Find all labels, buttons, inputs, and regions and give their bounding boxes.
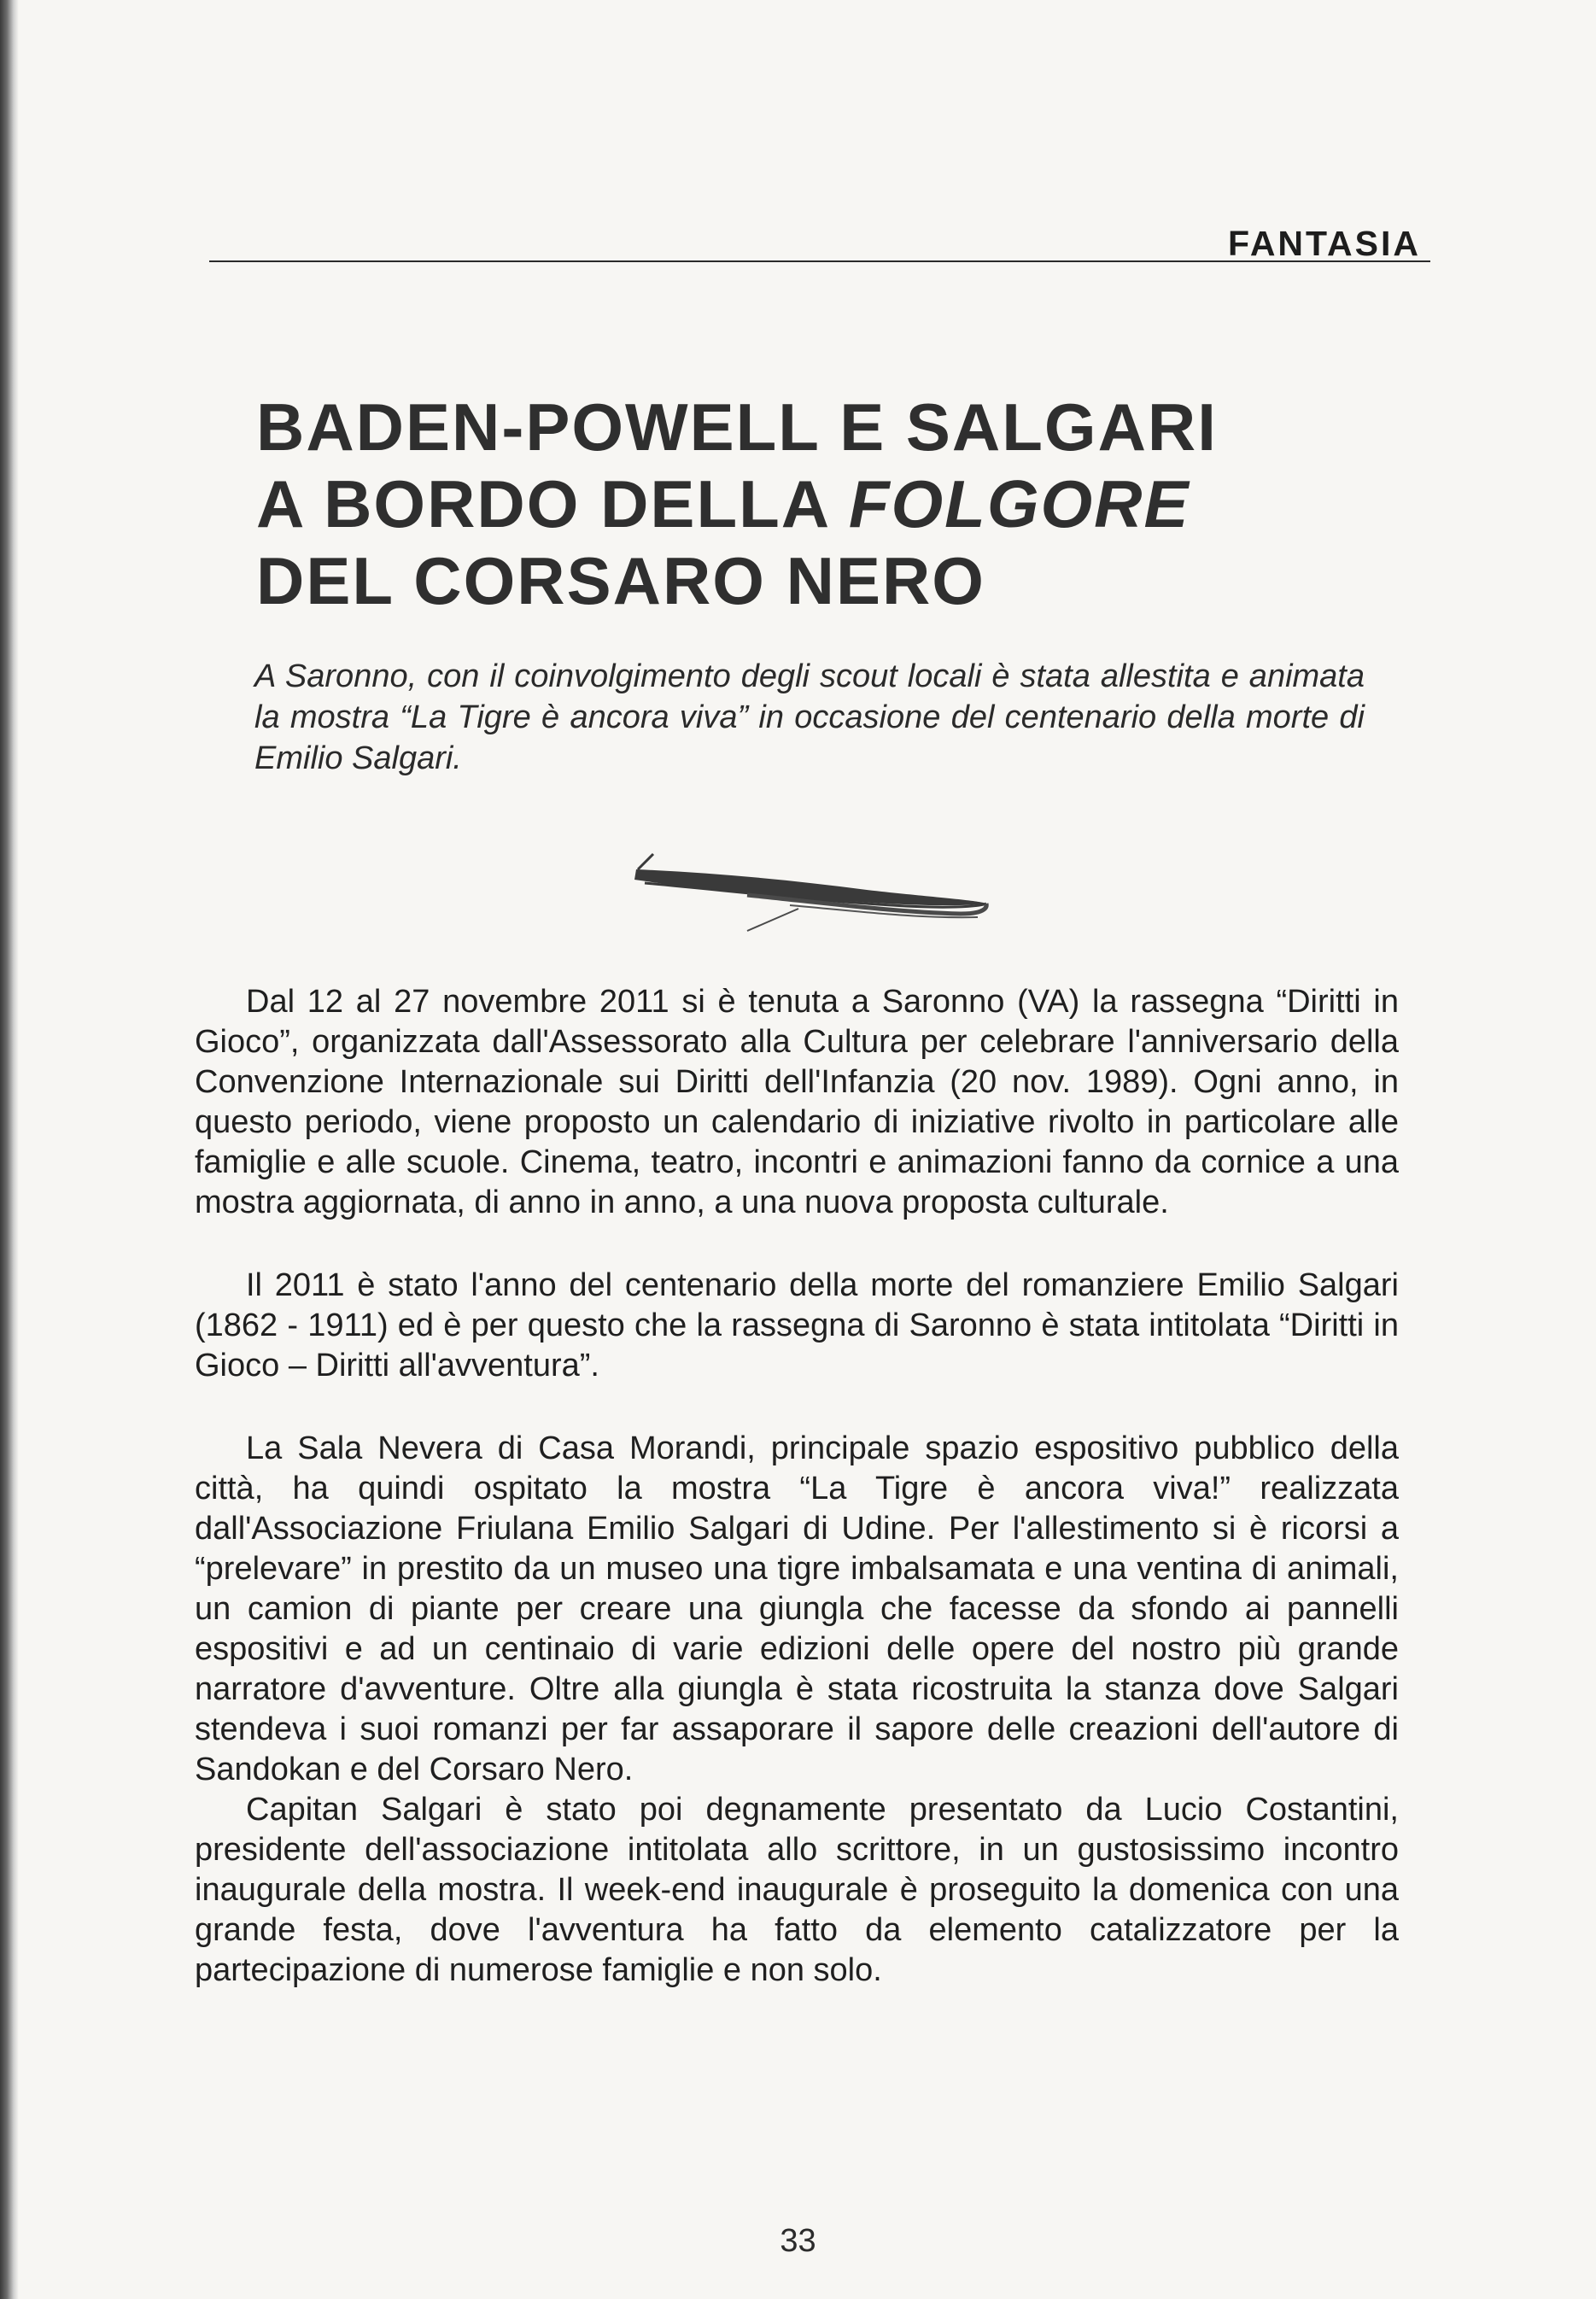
title-line-2-prefix: A BORDO DELLA <box>256 466 849 541</box>
title-line-2 <box>256 465 1218 542</box>
title-line-1: BADEN-POWELL E SALGARI <box>256 389 1218 465</box>
title-line-3: DEL CORSARO NERO <box>256 543 985 618</box>
article-subtitle: A Saronno, con il coinvolgimento degli scout locali è stata allestita e animata la mostra “La Tigre è ancora viva” in occasione del centenario della morte di Emilio Salgari. <box>254 658 1365 776</box>
article-body <box>195 982 1399 2033</box>
header-rule <box>209 260 1430 262</box>
body-paragraph-2: Il 2011 è stato l'anno del centenario della morte del romanziere Emilio Salgari (1862 - 1911) ed è per questo che la rassegna di Saronno è stata intitolata “Diritti in Gioco – Diritti all'avventura”. <box>195 1267 1399 1383</box>
section-label: FANTASIA <box>1228 224 1421 263</box>
article-title <box>256 389 1218 619</box>
body-paragraph-3: La Sala Nevera di Casa Morandi, principale spazio espositivo pubblico della città, ha quindi ospitato la mostra “La Tigre è ancora viva!” realizzata dall'Associazione Friulana Emilio Salgari di Udine. Per l'allestimento si è ricorsi a “prelevare” in prestito da un museo una tigre imbalsamata e una ventina di animali, un camion di piante per creare una giungla che facesse da sfondo ai pannelli espositivi e ad un centinaio di varie edizioni delle opere del nostro più grande narratore d'avventure. Oltre alla giungla è stata ricostruita la stanza dove Salgari stendeva i suoi romanzi per far assaporare il sapore delle creazioni dell'autore di Sandokan e del Corsaro Nero. <box>195 1430 1399 1787</box>
decorative-flourish-icon <box>619 845 995 939</box>
page-number: 33 <box>780 2223 816 2259</box>
page-binding-edge <box>0 0 19 2299</box>
title-ship-name: FOLGORE <box>848 466 1190 541</box>
body-paragraph-1: Dal 12 al 27 novembre 2011 si è tenuta a Saronno (VA) la rassegna “Diritti in Gioco”, organizzata dall'Assessorato alla Cultura per celebrare l'anniversario della Convenzione Internazionale sui Diritti dell'Infanzia (20 nov. 1989). Ogni anno, in questo periodo, viene proposto un calendario di iniziative rivolto in particolare alle famiglie e alle scuole. Cinema, teatro, incontri e animazioni fanno da cornice a una mostra aggiornata, di anno in anno, a una nuova proposta culturale. <box>195 984 1399 1220</box>
body-paragraph-4: Capitan Salgari è stato poi degnamente presentato da Lucio Costantini, presidente dell'associazione intitolata allo scrittore, in un gustosissimo incontro inaugurale della mostra. Il week-end inaugurale è proseguito la domenica con una grande festa, dove l'avventura ha fatto da elemento catalizzatore per la partecipazione di numerose famiglie e non solo. <box>195 1792 1399 1988</box>
